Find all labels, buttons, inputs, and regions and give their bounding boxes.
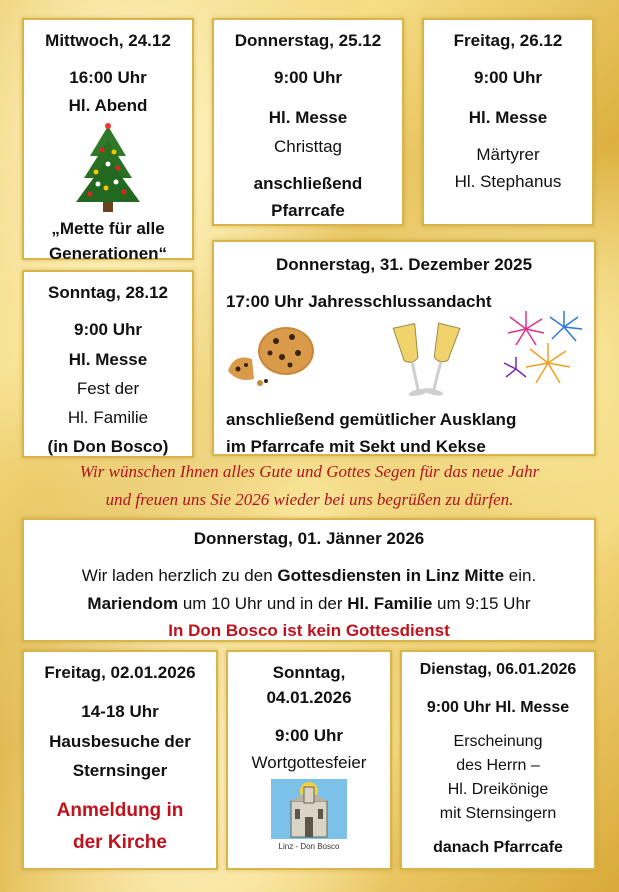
event-after-line2: Pfarrcafe — [271, 201, 345, 221]
event-subtitle-line1: Erscheinung — [453, 733, 543, 750]
event-time: 9:00 Uhr — [73, 320, 143, 340]
event-subtitle-line4: mit Sternsingern — [439, 805, 557, 822]
event-date: Donnerstag, 25.12 — [234, 31, 382, 50]
event-title-line1: Hausbesuche der — [49, 731, 191, 751]
event-title: Hl. Messe — [268, 107, 348, 127]
event-time: 9:00 Uhr — [273, 68, 343, 88]
event-date: Freitag, 02.01.2026 — [44, 663, 196, 682]
event-title: 17:00 Uhr Jahresschlussandacht — [226, 292, 492, 312]
event-subtitle-line2: Hl. Stephanus — [454, 172, 562, 191]
event-card-jan06 — [400, 650, 596, 870]
event-date-line1: Sonntag, — [272, 663, 346, 682]
invitation-venue: Hl. Familie — [347, 593, 433, 613]
event-card-fri-2612 — [422, 18, 594, 226]
event-date-line2: 04.01.2026 — [266, 688, 352, 708]
event-date: Freitag, 26.12 — [453, 31, 563, 50]
event-title: Hl. Abend — [68, 95, 148, 115]
event-subtitle-line1: Märtyrer — [476, 144, 540, 164]
event-card-jan02 — [22, 650, 218, 870]
champagne-glasses-icon — [382, 319, 472, 405]
event-title-line2: Sternsinger — [72, 760, 168, 780]
event-after-line2: im Pfarrcafe mit Sekt und Kekse — [226, 436, 486, 456]
event-subtitle-line1: Fest der — [76, 378, 140, 398]
logo-caption: Linz - Don Bosco — [271, 839, 347, 855]
event-card-thu-2512 — [212, 18, 404, 226]
invitation-text: ein. — [504, 566, 537, 586]
event-after: danach Pfarrcafe — [433, 839, 563, 856]
event-after-line1: anschließend — [253, 174, 363, 193]
event-subtitle: Christtag — [273, 136, 343, 156]
event-card-sun-2812 — [22, 270, 194, 458]
event-date: Sonntag, 28.12 — [48, 283, 168, 302]
invitation-venue: Mariendom — [87, 593, 179, 613]
event-subtitle-line3: Hl. Dreikönige — [447, 781, 549, 798]
new-year-wish-line1: Wir wünschen Ihnen alles Gute und Gottes Segen für das neue Jahr — [79, 462, 540, 481]
event-card-dec31 — [212, 240, 596, 456]
don-bosco-logo — [271, 779, 347, 855]
invitation-venue: Gottesdiensten in Linz Mitte — [277, 566, 505, 586]
event-card-jan04 — [226, 650, 392, 870]
event-after-line1: anschließend gemütlicher Ausklang — [226, 409, 517, 429]
event-time: 16:00 Uhr — [69, 68, 147, 88]
event-title: Hl. Messe — [468, 107, 548, 127]
event-date: Donnerstag, 31. Dezember 2025 — [275, 255, 533, 274]
event-card-jan01 — [22, 518, 596, 642]
event-date: Dienstag, 06.01.2026 — [419, 661, 577, 678]
no-service-notice: In Don Bosco ist kein Gottesdienst — [168, 620, 450, 640]
registration-note-line1: Anmeldung in — [56, 800, 184, 821]
event-subtitle-line2: Hl. Familie — [67, 408, 149, 427]
new-year-wish-line2: und freuen uns Sie 2026 wieder bei uns begrüßen zu dürfen. — [105, 490, 514, 509]
event-time: 9:00 Uhr — [473, 68, 543, 88]
event-time: 9:00 Uhr — [274, 725, 344, 745]
event-title: Hl. Messe — [68, 349, 148, 369]
event-date: Mittwoch, 24.12 — [45, 31, 171, 50]
registration-note-line2: der Kirche — [73, 831, 167, 853]
event-subtitle-line2: des Herrn – — [456, 757, 540, 774]
event-title: 9:00 Uhr Hl. Messe — [426, 699, 570, 716]
invitation-text: Wir laden herzlich zu den — [81, 566, 278, 586]
invitation-line2 — [24, 593, 594, 614]
event-card-wed-2412 — [22, 18, 194, 263]
event-date: Donnerstag, 01. Jänner 2026 — [193, 529, 425, 548]
invitation-text: um 9:15 Uhr — [432, 593, 531, 613]
christmas-tree-icon — [68, 122, 148, 214]
event-location: (in Don Bosco) — [47, 437, 169, 457]
church-icon — [271, 779, 347, 839]
invitation-text: um 10 Uhr und in der — [178, 593, 348, 613]
event-title: Wortgottesfeier — [251, 752, 367, 772]
event-illustrations — [214, 317, 594, 407]
cookies-icon — [224, 323, 324, 389]
event-motto-line2: Generationen“ — [48, 244, 168, 263]
event-time: 14-18 Uhr — [81, 702, 159, 722]
event-motto-line1: „Mette für alle — [51, 218, 165, 238]
fireworks-icon — [498, 307, 594, 393]
invitation-line1 — [24, 565, 594, 586]
